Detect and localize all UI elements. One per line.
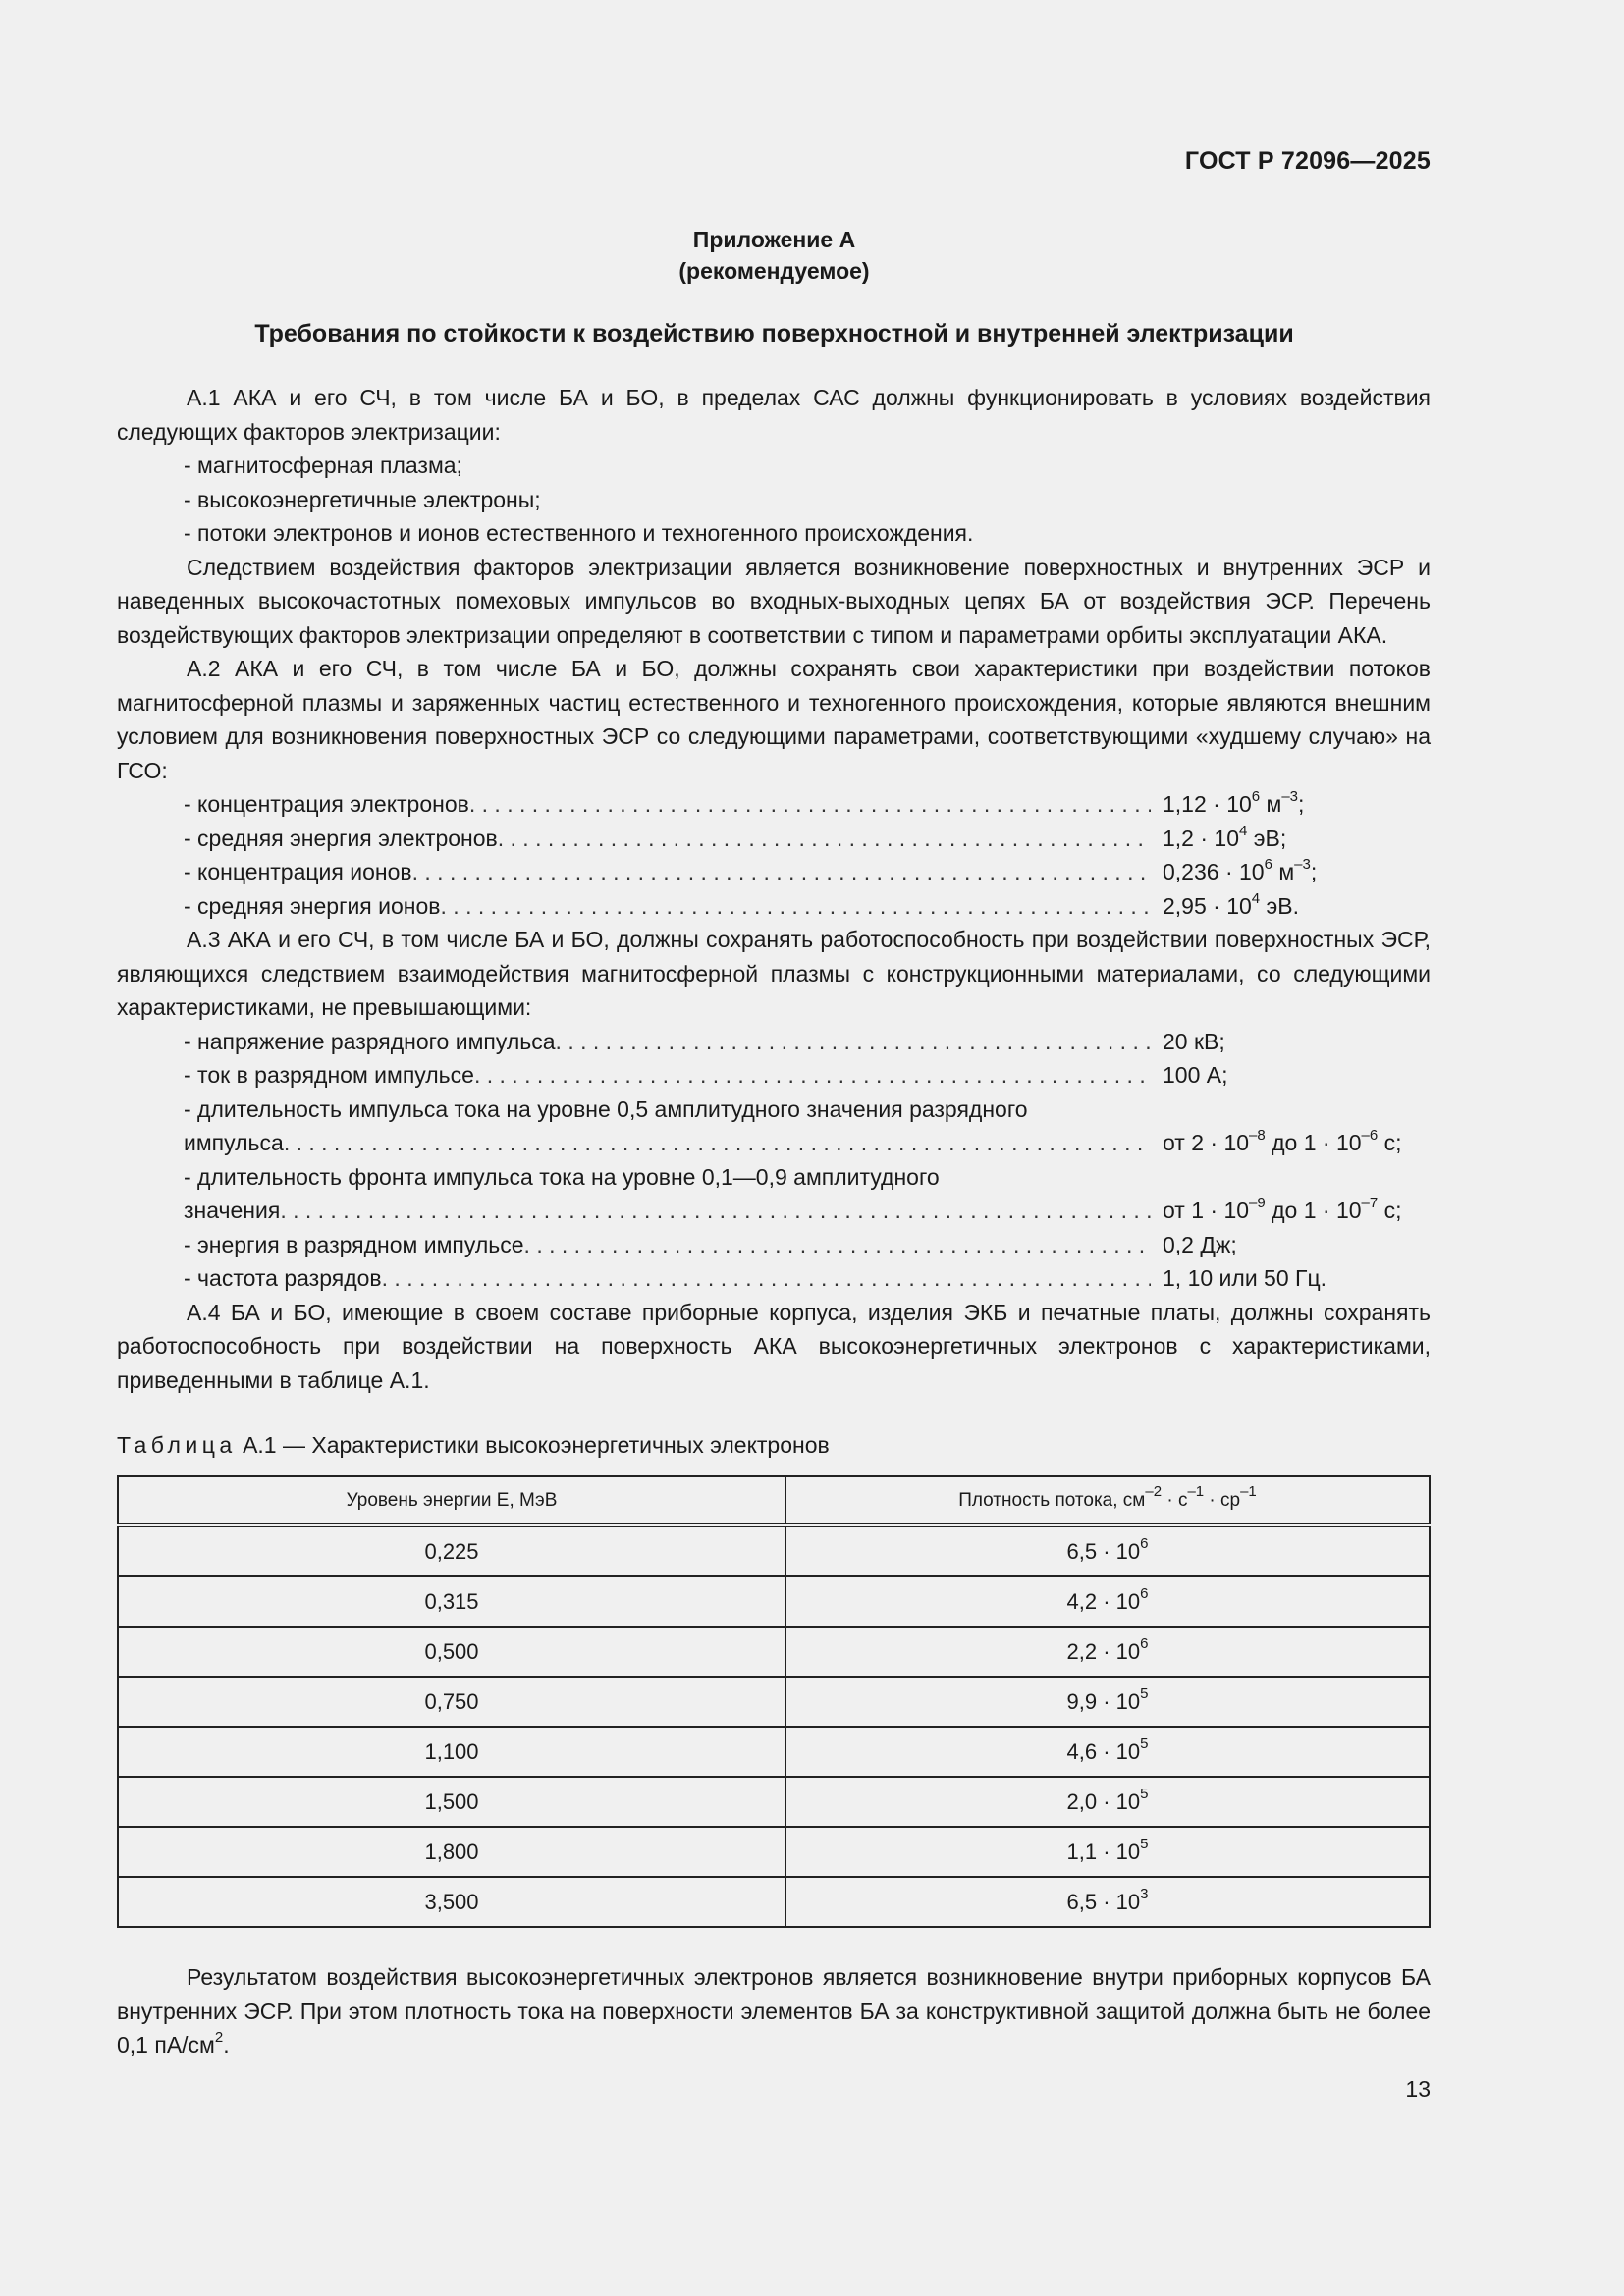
cell-energy: 0,750 (118, 1677, 785, 1727)
discharge-parameter-list (117, 1025, 1431, 1296)
parameter-value: $0,236 \cdot 10^6$ $м^{-3}$; (1163, 856, 1318, 884)
paragraph-consequence: Следствием воздействия факторов электризации является возникновение поверхностных и внутренних ЭСР и наведенных высокочастотных помеховых импульсов во входных-выходных цепях БА от воздействия ЭСР. Перечень воздействующих факторов электризации определяют в соответствии с типом и параметрами орбиты эксплуатации АКА. (117, 554, 1431, 648)
cell-flux: $1,1 \cdot 10^5$ (785, 1827, 1430, 1877)
table-header-row (118, 1476, 1430, 1525)
table-row (118, 1827, 1430, 1877)
list-item: - длительность фронта импульса тока на уровне 0,1—0,9 амплитудного значения . . . от $1 \cdot 10^{-9}$ до $1 \cdot 10^{-7}$ с; (184, 1160, 1431, 1228)
list-item: - концентрация электронов . . . $1,12 \cdot 10^6$ $м^{-3}$; (184, 787, 1431, 822)
document-number: ГОСТ Р 72096—2025 (1184, 147, 1431, 175)
annex-subtitle: (рекомендуемое) (678, 258, 870, 284)
table-row (118, 1777, 1430, 1827)
column-header-flux: Плотность потока, $см^{-2} \cdot с^{-1} \cdot ср^{-1}$ (785, 1476, 1430, 1525)
cell-flux: $2,0 \cdot 10^5$ (785, 1777, 1430, 1827)
table-row (118, 1576, 1430, 1627)
parameter-value: $1,2 \cdot 10^4$ эВ; (1163, 822, 1287, 851)
parameter-value: от $2 \cdot 10^{-8}$ до $1 \cdot 10^{-6}$ с; (1163, 1127, 1402, 1155)
list-item: - напряжение разрядного импульса . . . 20 кВ; (184, 1025, 1431, 1059)
parameter-value: 0,2 Дж; (1163, 1231, 1237, 1257)
parameter-value: 100 А; (1163, 1062, 1228, 1088)
paragraph-a3: А.3 АКА и его СЧ, в том числе БА и БО, должны сохранять работоспособность при воздействии поверхностных ЭСР, являющихся следствием взаимодействия магнитосферной плазмы с конструкционными материалами, со следующими характеристиками, не превышающими: (117, 927, 1431, 1020)
section-title: Требования по стойкости к воздействию поверхностной и внутренней электризации (254, 320, 1294, 347)
cell-energy: 0,315 (118, 1576, 785, 1627)
cell-flux: $4,2 \cdot 10^6$ (785, 1576, 1430, 1627)
list-item: - концентрация ионов . . . $0,236 \cdot 10^6$ $м^{-3}$; (184, 855, 1431, 889)
document-body (117, 381, 1431, 1397)
cell-energy: 0,500 (118, 1627, 785, 1677)
parameter-value: 1, 10 или 50 Гц. (1163, 1265, 1327, 1291)
cell-flux: $4,6 \cdot 10^5$ (785, 1727, 1430, 1777)
factor-list (184, 449, 1431, 551)
list-item: - длительность импульса тока на уровне 0,5 амплитудного значения разрядного импульса . . . от $2 \cdot 10^{-8}$ до $1 \cdot 10^{-6}$ с; (184, 1093, 1431, 1160)
list-item: - средняя энергия электронов . . . $1,2 \cdot 10^4$ эВ; (184, 822, 1431, 856)
paragraph-a4: А.4 БА и БО, имеющие в своем составе приборные корпуса, изделия ЭКБ и печатные платы, должны сохранять работоспособность при воздействии на поверхность АКА высокоэнергетичных электронов с характеристиками, приведенными в таблице А.1. (117, 1299, 1431, 1393)
cell-energy: 1,500 (118, 1777, 785, 1827)
parameter-value: $2,95 \cdot 10^4$ эВ. (1163, 889, 1299, 919)
cell-flux: $6,5 \cdot 10^3$ (785, 1877, 1430, 1927)
electron-characteristics-table (117, 1475, 1431, 1928)
cell-energy: 0,225 (118, 1525, 785, 1576)
list-item: - магнитосферная плазма; (184, 453, 462, 478)
cell-energy: 1,800 (118, 1827, 785, 1877)
annex-title: Приложение А (692, 227, 856, 252)
table-row (118, 1877, 1430, 1927)
parameter-value: от $1 \cdot 10^{-9}$ до $1 \cdot 10^{-7}$ с; (1163, 1195, 1402, 1223)
paragraph-a1: А.1 АКА и его СЧ, в том числе БА и БО, в пределах САС должны функционировать в условиях воздействия следующих факторов электризации: (117, 385, 1431, 445)
list-item: - потоки электронов и ионов естественного и техногенного происхождения. (184, 520, 974, 546)
table-row (118, 1727, 1430, 1777)
table-row (118, 1627, 1430, 1677)
list-item: - ток в разрядном импульсе . . . 100 А; (184, 1058, 1431, 1093)
cell-energy: 1,100 (118, 1727, 785, 1777)
table-row (118, 1525, 1430, 1576)
table-caption: Таблица А.1 — Характеристики высокоэнергетичных электронов (117, 1432, 830, 1458)
list-item: - высокоэнергетичные электроны; (184, 486, 541, 512)
parameter-value: $1,12 \cdot 10^6$ $м^{-3}$; (1163, 788, 1305, 817)
closing-paragraph: Результатом воздействия высокоэнергетичных электронов является возникновение внутри приборных корпусов БА внутренних ЭСР. При этом плотность тока на поверхности элементов БА за конструктивной защитой должна быть не более 0,1 $пА/см^2$. (117, 1964, 1431, 2057)
cell-flux: $2,2 \cdot 10^6$ (785, 1627, 1430, 1677)
page-number: 13 (1405, 2076, 1431, 2102)
column-header-energy: Уровень энергии Е, МэВ (118, 1476, 785, 1525)
cell-energy: 3,500 (118, 1877, 785, 1927)
list-item: - частота разрядов . . . 1, 10 или 50 Гц. (184, 1261, 1431, 1296)
table-row (118, 1677, 1430, 1727)
parameter-value: 20 кВ; (1163, 1028, 1225, 1054)
list-item: - энергия в разрядном импульсе . . . 0,2 Дж; (184, 1228, 1431, 1262)
list-item: - средняя энергия ионов . . . $2,95 \cdot 10^4$ эВ. (184, 889, 1431, 924)
plasma-parameter-list (117, 787, 1431, 923)
cell-flux: $6,5 \cdot 10^6$ (785, 1525, 1430, 1576)
cell-flux: $9,9 \cdot 10^5$ (785, 1677, 1430, 1727)
paragraph-a2: А.2 АКА и его СЧ, в том числе БА и БО, должны сохранять свои характеристики при воздействии потоков магнитосферной плазмы и заряженных частиц естественного и техногенного происхождения, которые являются внешним условием для возникновения поверхностных ЭСР со следующими параметрами, соответствующими «худшему случаю» на ГСО: (117, 656, 1431, 783)
